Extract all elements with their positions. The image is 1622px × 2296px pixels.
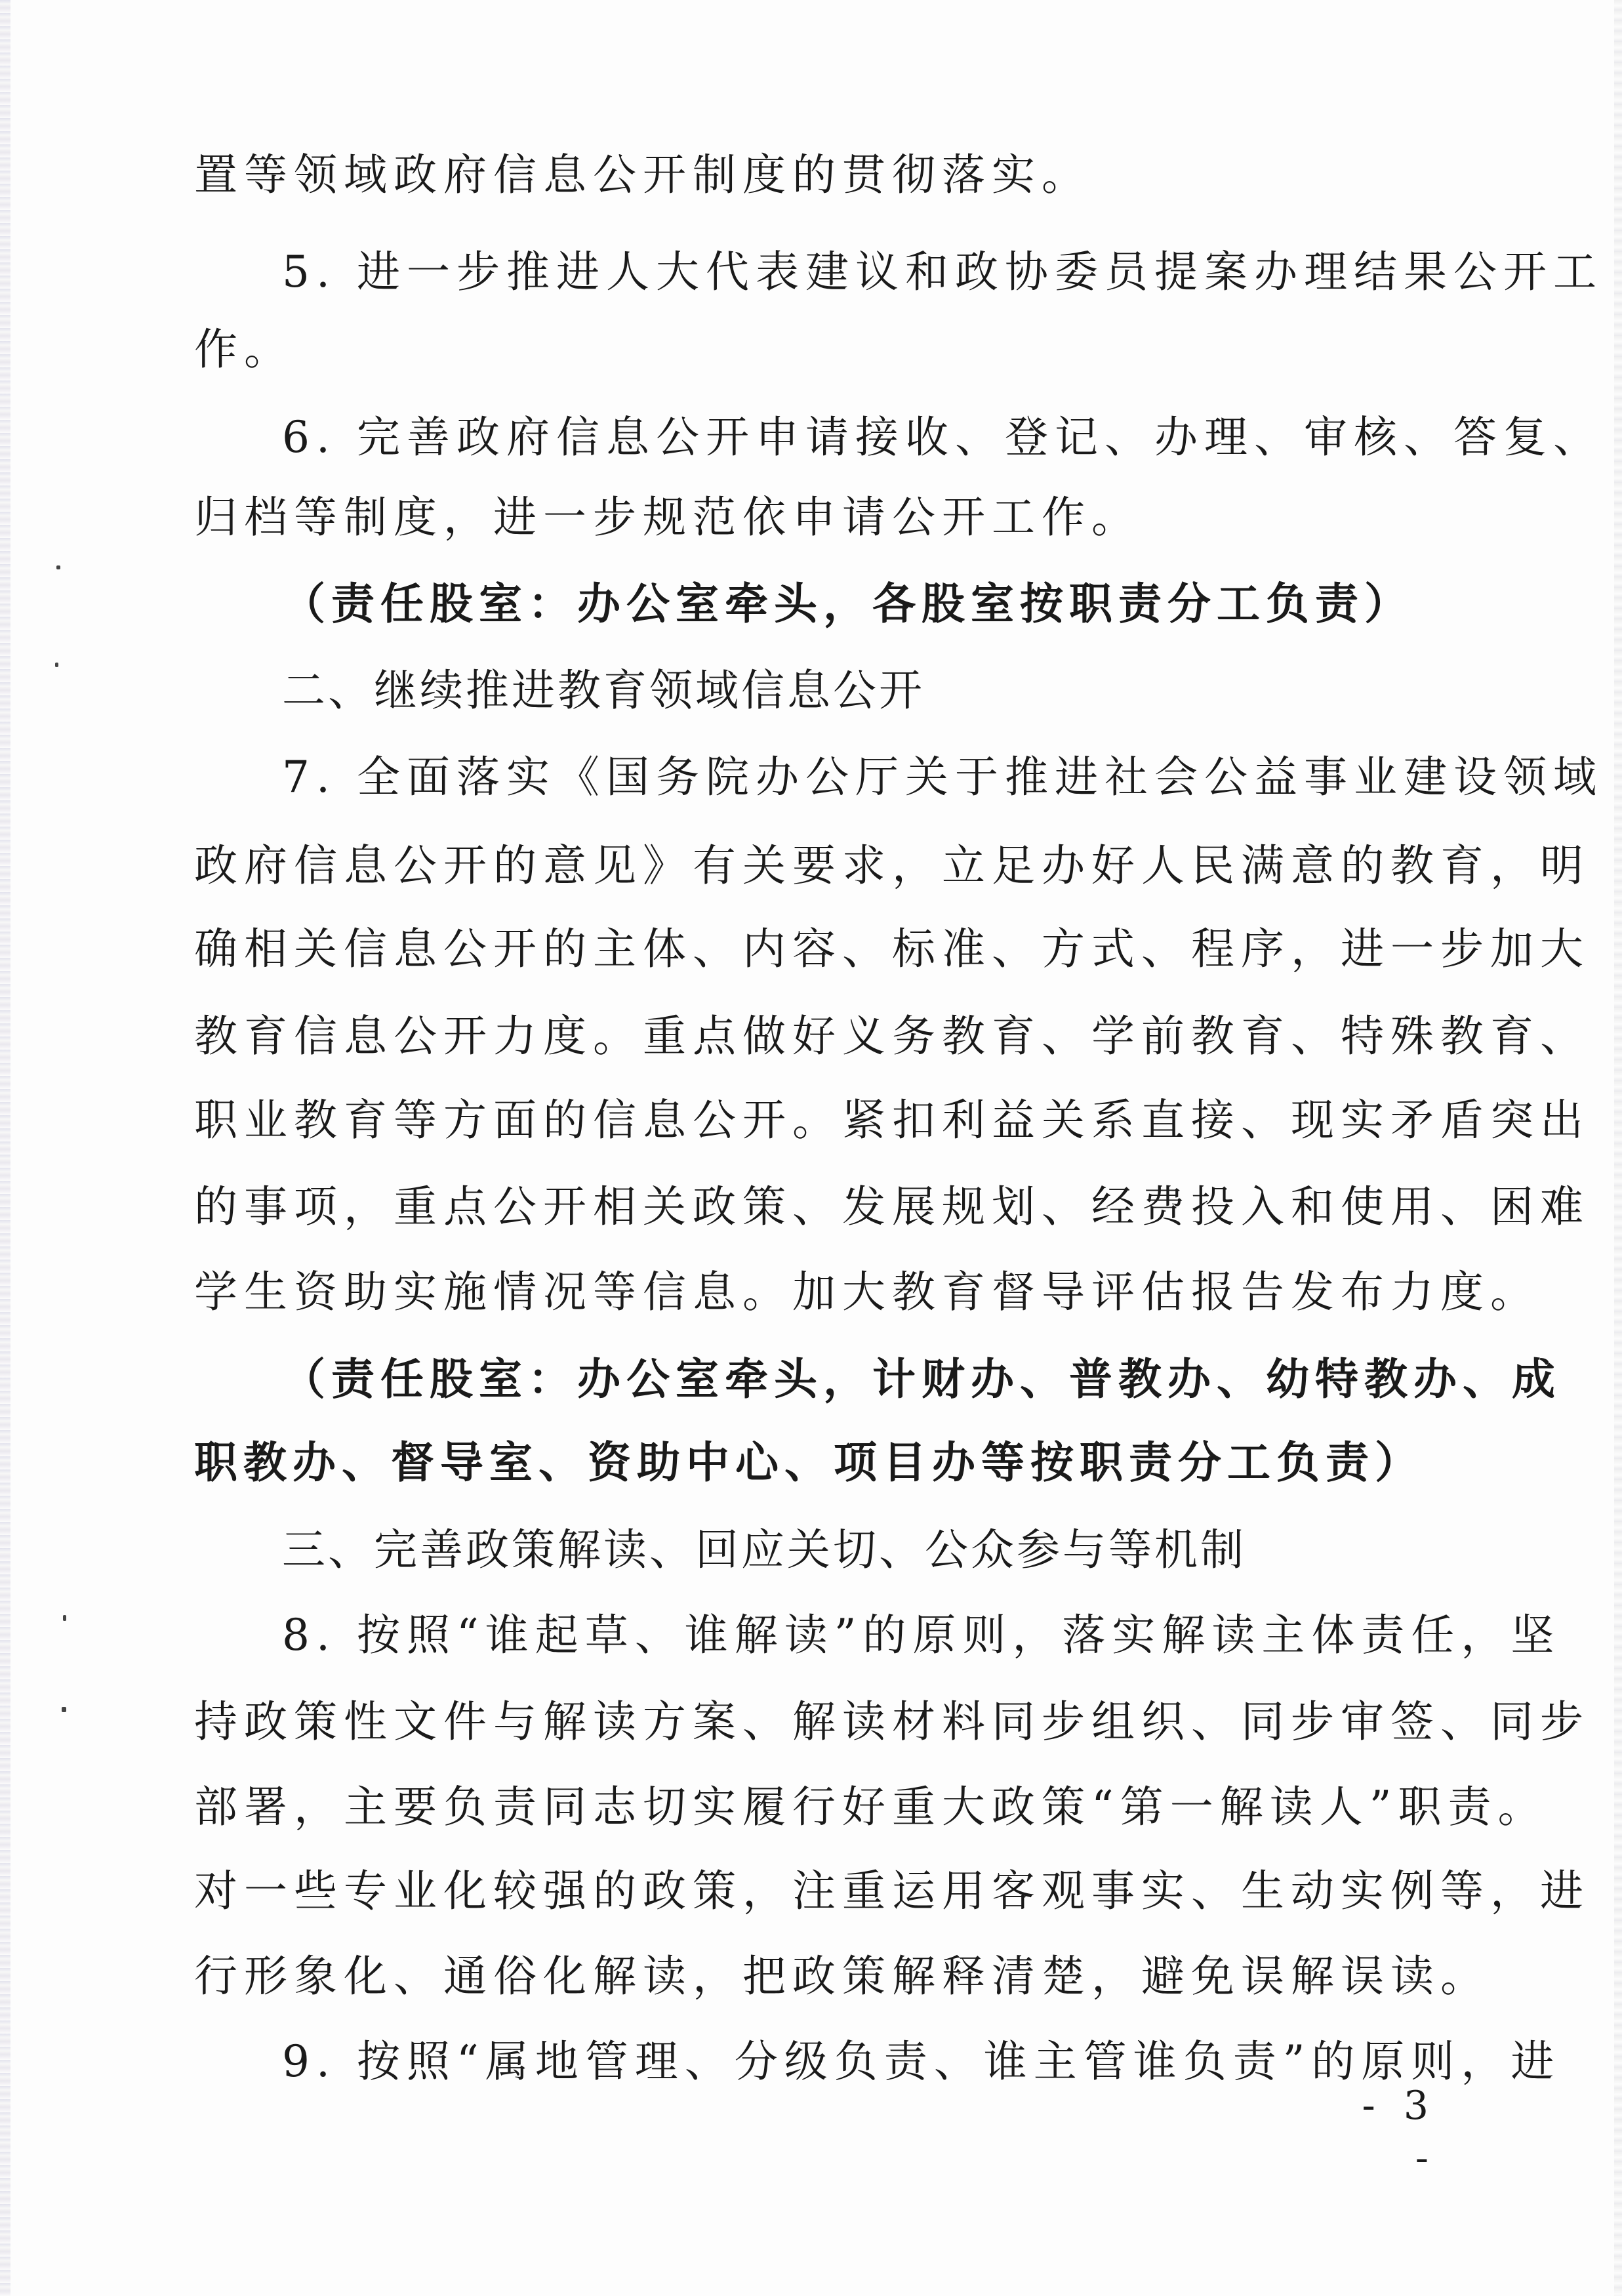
- section-heading: 三、完善政策解读、回应关切、公众参与等机制: [282, 1525, 1246, 1575]
- scan-speck: [63, 1615, 66, 1621]
- responsibility-note: 职教办、督导室、资助中心、项目办等按职责分工负责）: [194, 1437, 1424, 1488]
- text-line: 作。: [194, 324, 294, 375]
- scan-speck: [62, 1707, 66, 1712]
- text-line: 的事项，重点公开相关政策、发展规划、经费投入和使用、困难: [194, 1181, 1590, 1232]
- text-line: 部署，主要负责同志切实履行好重大政策“第一解读人”职责。: [194, 1782, 1548, 1832]
- text-line: 对一些专业化较强的政策，注重运用客观事实、生动实例等，进: [194, 1866, 1590, 1916]
- text-line: 归档等制度，进一步规范依申请公开工作。: [194, 492, 1141, 543]
- text-line: 持政策性文件与解读方案、解读材料同步组织、同步审签、同步: [194, 1696, 1590, 1747]
- text-line: 确相关信息公开的主体、内容、标准、方式、程序，进一步加大: [194, 924, 1590, 974]
- text-line: 政府信息公开的意见》有关要求，立足办好人民满意的教育，明: [194, 840, 1590, 891]
- text-line: 学生资助实施情况等信息。加大教育督导评估报告发布力度。: [194, 1267, 1540, 1317]
- text-line: 5. 进一步推进人大代表建议和政协委员提案办理结果公开工: [282, 247, 1603, 297]
- text-line: 教育信息公开力度。重点做好义务教育、学前教育、特殊教育、: [194, 1011, 1590, 1061]
- page-number: - 3 -: [1362, 2083, 1436, 2181]
- scan-speck: [55, 663, 58, 667]
- scan-edge-right: [1614, 0, 1622, 2296]
- scan-speck: [56, 565, 60, 569]
- responsibility-note: （责任股室：办公室牵头，各股室按职责分工负责）: [282, 579, 1413, 629]
- scan-edge-left: [0, 0, 10, 2296]
- responsibility-note: （责任股室：办公室牵头，计财办、普教办、幼特教办、成: [282, 1354, 1561, 1404]
- section-heading: 二、继续推进教育领域信息公开: [282, 665, 925, 716]
- text-line: 8. 按照“谁起草、谁解读”的原则，落实解读主体责任，坚: [282, 1610, 1561, 1660]
- text-line: 行形象化、通俗化解读，把政策解释清楚，避免误解误读。: [194, 1951, 1490, 2001]
- text-line: 置等领域政府信息公开制度的贯彻落实。: [194, 150, 1091, 200]
- text-line: 9. 按照“属地管理、分级负责、谁主管谁负责”的原则，进: [282, 2036, 1561, 2087]
- text-line: 职业教育等方面的信息公开。紧扣利益关系直接、现实矛盾突出: [194, 1095, 1590, 1145]
- text-line: 6. 完善政府信息公开申请接收、登记、办理、审核、答复、: [282, 412, 1603, 462]
- text-line: 7. 全面落实《国务院办公厅关于推进社会公益事业建设领域: [282, 752, 1603, 802]
